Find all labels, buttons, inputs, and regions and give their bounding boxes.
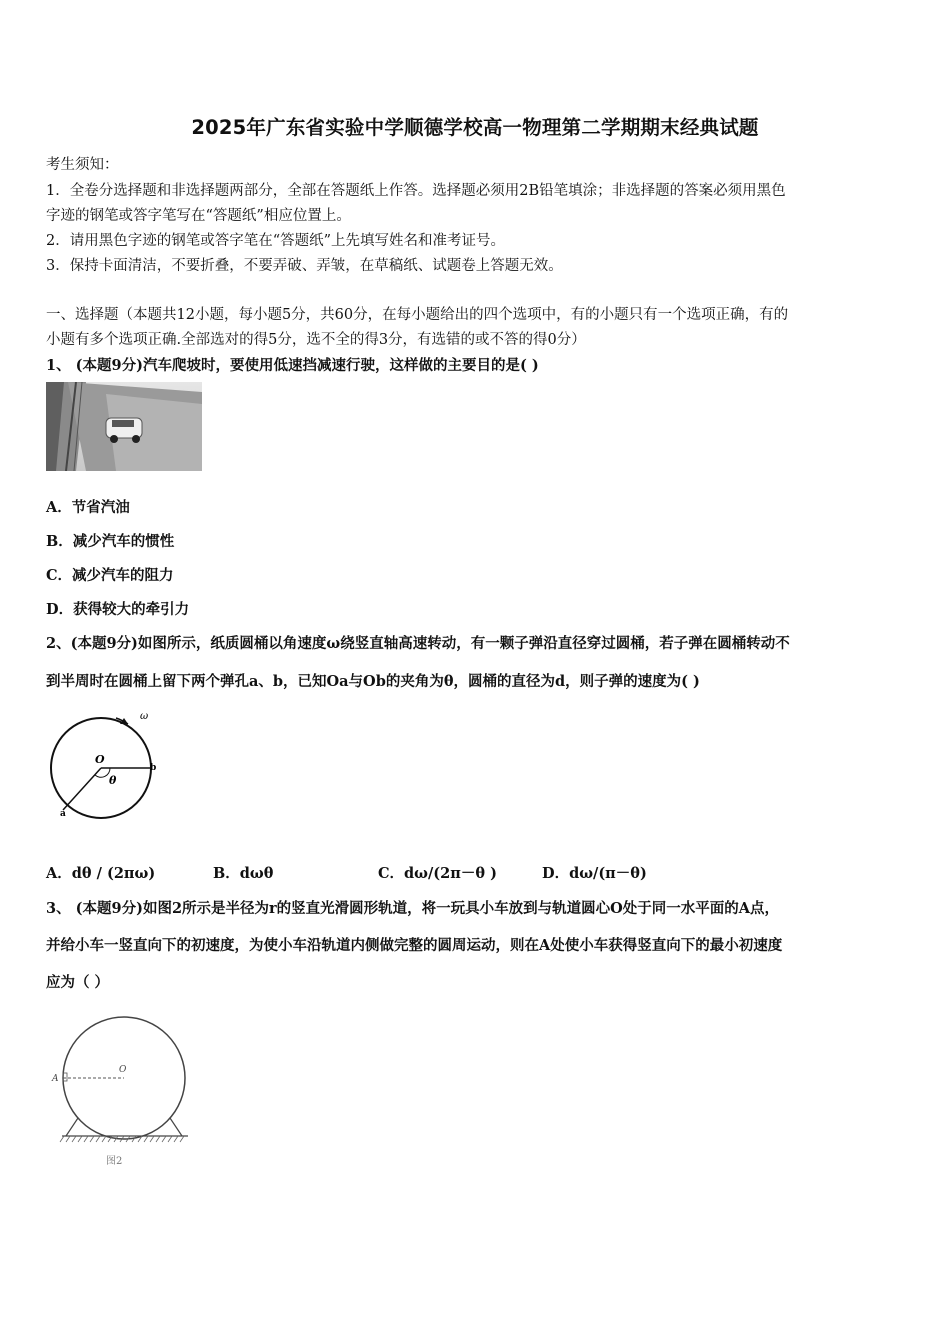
q2-label-o: O [95, 753, 105, 766]
q2-stem-line1: 2、(本题9分)如图所示，纸质圆桶以角速度ω绕竖直轴高速转动，有一颗子弹沿直径穿过圆桶，若子弹在圆桶转动不 [46, 635, 790, 652]
q1-photo-car-on-slope [46, 382, 202, 471]
q3-stem-line3: 应为（ ） [46, 974, 110, 991]
q2-option-d: D．dω/(π－θ) [542, 865, 647, 882]
notice-item-3: 3．保持卡面清洁，不要折叠，不要弄破、弄皱，在草稿纸、试题卷上答题无效。 [46, 258, 563, 274]
q2-label-a: a [60, 809, 66, 819]
q2-figure-rotating-cylinder [46, 704, 166, 820]
q3-label-o: O [119, 1065, 127, 1075]
q1-option-a: A．节省汽油 [46, 499, 130, 516]
q3-stem-line1: 3、 (本题9分)如图2所示是半径为r的竖直光滑圆形轨道，将一玩具小车放到与轨道圆心O处于同一水平面的A点， [46, 900, 780, 917]
q3-figure-circular-track [46, 1012, 196, 1172]
q1-stem: 1、 (本题9分)汽车爬坡时，要使用低速挡减速行驶，这样做的主要目的是( ) [46, 357, 539, 374]
q3-label-a: A [52, 1074, 59, 1084]
section-instructions-line1: 一、选择题（本题共12小题，每小题5分，共60分，在每小题给出的四个选项中，有的小题只有一个选项正确，有的 [46, 307, 789, 323]
q1-option-d: D．获得较大的牵引力 [46, 601, 190, 618]
notice-item-1-cont: 字迹的钢笔或答字笔写在“答题纸”相应位置上。 [46, 208, 351, 224]
notice-item-2: 2．请用黑色字迹的钢笔或答字笔在“答题纸”上先填写姓名和准考证号。 [46, 233, 506, 249]
q3-figure-caption: 图2 [106, 1156, 123, 1167]
q2-option-a: A．dθ / (2πω) [46, 865, 156, 882]
q2-option-c: C．dω/(2π－θ ) [378, 865, 497, 882]
q2-label-theta: θ [109, 774, 117, 787]
notice-item-1: 1．全卷分选择题和非选择题两部分，全部在答题纸上作答。选择题必须用2B铅笔填涂；非选择题的答案必须用黑色 [46, 183, 786, 199]
q3-stem-line2: 并给小车一竖直向下的初速度，为使小车沿轨道内侧做完整的圆周运动，则在A处使小车获得竖直向下的最小初速度 [46, 937, 783, 954]
q1-option-b: B．减少汽车的惯性 [46, 533, 175, 550]
q2-option-b: B．dωθ [213, 865, 274, 882]
section-instructions-line2: 小题有多个选项正确.全部选对的得5分，选不全的得3分，有选错的或不答的得0分） [46, 332, 586, 348]
q2-label-b: b [150, 763, 157, 773]
q2-stem-line2: 到半周时在圆桶上留下两个弹孔a、b，已知Oa与Ob的夹角为θ，圆桶的直径为d，则子弹的速度为( ) [46, 673, 700, 690]
q2-label-omega: ω [140, 711, 149, 722]
notice-heading: 考生须知： [46, 157, 119, 173]
page-title: 2025年广东省实验中学顺德学校高一物理第二学期期末经典试题 [191, 116, 759, 139]
q1-option-c: C．减少汽车的阻力 [46, 567, 174, 584]
